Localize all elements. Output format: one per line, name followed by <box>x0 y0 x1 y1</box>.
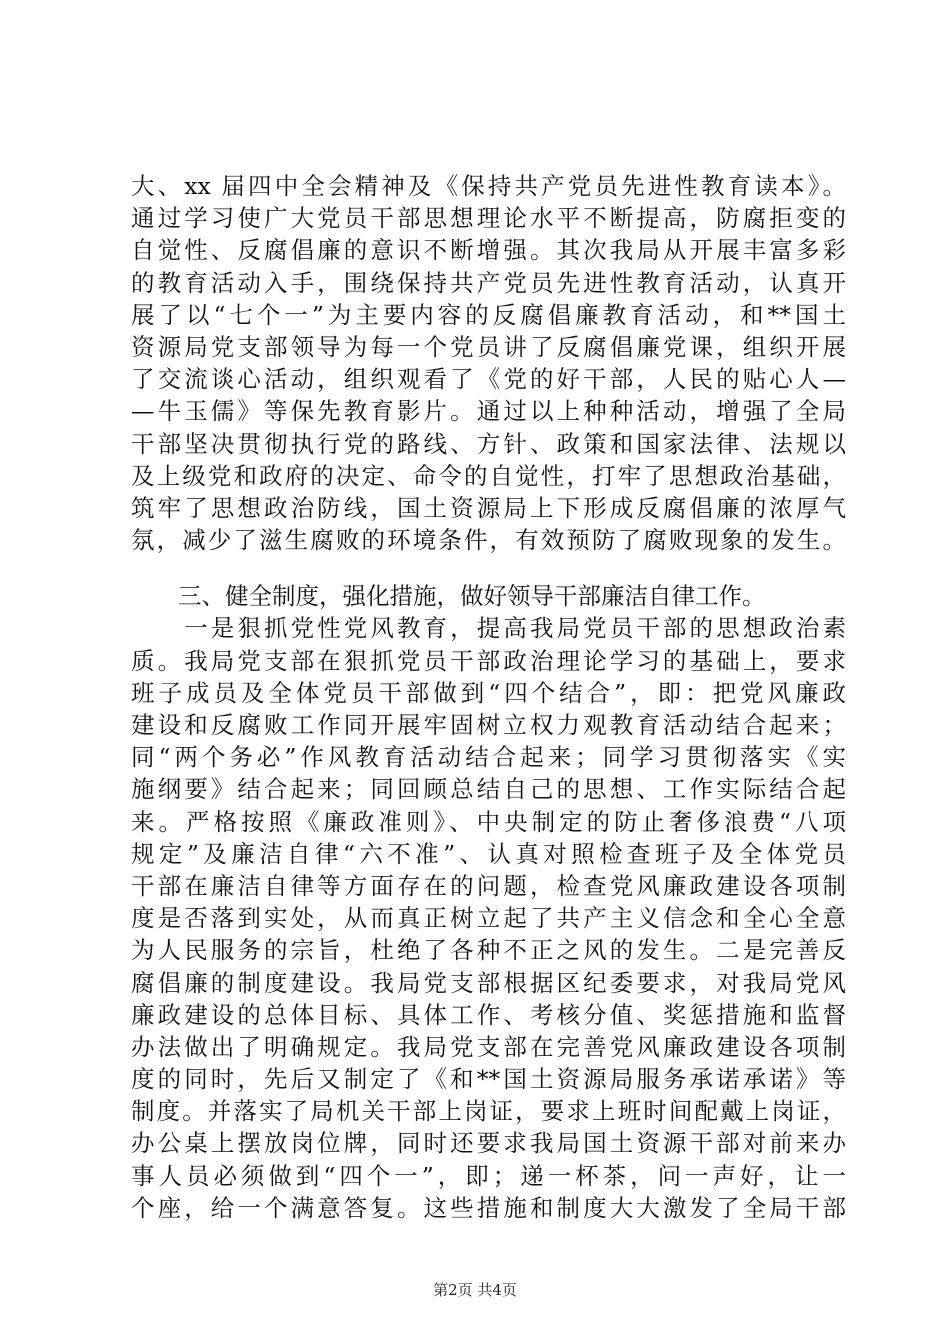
text-line: 及上级党和政府的决定、命令的自觉性，打牢了思想政治基础， <box>131 461 846 490</box>
page-footer: 第2页 共4页 <box>433 1281 517 1299</box>
text-line: 的教育活动入手，围绕保持共产党员先进性教育活动，认真开 <box>131 268 846 297</box>
section-heading: 三、健全制度，强化措施，做好领导干部廉洁自律工作。 <box>178 582 766 611</box>
text-line: 度是否落到实处，从而真正树立起了共产主义信念和全心全意 <box>131 904 846 933</box>
text-line: 办公桌上摆放岗位牌，同时还要求我局国土资源干部对前来办 <box>131 1129 846 1158</box>
text-line: 筑牢了思想政治防线，国土资源局上下形成反腐倡廉的浓厚气 <box>131 493 846 522</box>
text-line: 氛，减少了滋生腐败的环境条件，有效预防了腐败现象的发生。 <box>131 526 846 555</box>
text-line: 办法做出了明确规定。我局党支部在完善党风廉政建设各项制 <box>131 1032 846 1061</box>
text-line: 大、xx 届四中全会精神及《保持共产党员先进性教育读本》。 <box>131 172 846 200</box>
text-line: 个座，给一个满意答复。这些措施和制度大大激发了全局干部 <box>131 1193 846 1222</box>
text-line: 干部坚决贯彻执行党的路线、方针、政策和国家法律、法规以 <box>131 429 846 458</box>
document-body <box>131 170 846 1224</box>
text-line: 通过学习使广大党员干部思想理论水平不断提高，防腐拒变的 <box>131 204 846 233</box>
text-line: 展了以“七个一”为主要内容的反腐倡廉教育活动，和**国土 <box>131 300 846 329</box>
text-line: 同“两个务必”作风教育活动结合起来；同学习贯彻落实《实 <box>131 743 846 772</box>
text-line: 班子成员及全体党员干部做到“四个结合”，即：把党风廉政 <box>131 678 846 707</box>
text-line: 度的同时，先后又制定了《和**国土资源局服务承诺承诺》等 <box>131 1065 846 1094</box>
text-line: 了交流谈心活动，组织观看了《党的好干部，人民的贴心人— <box>131 365 846 394</box>
text-line: 来。严格按照《廉政准则》、中央制定的防止奢侈浪费“八项 <box>131 807 846 836</box>
paragraph-1 <box>131 170 846 556</box>
paragraph-gap <box>131 556 846 580</box>
text-line: 质。我局党支部在狠抓党员干部政治理论学习的基础上，要求 <box>131 646 846 675</box>
text-line: 为人民服务的宗旨，杜绝了各种不正之风的发生。二是完善反 <box>131 936 846 965</box>
text-line: 廉政建设的总体目标、具体工作、考核分值、奖惩措施和监督 <box>131 1000 846 1029</box>
text-line: 施纲要》结合起来；同回顾总结自己的思想、工作实际结合起 <box>131 775 846 804</box>
text-line: —牛玉儒》等保先教育影片。通过以上种种活动，增强了全局 <box>131 397 846 426</box>
text-line: 规定”及廉洁自律“六不准”、认真对照检查班子及全体党员 <box>131 839 846 868</box>
text-line: 一是狠抓党性党风教育，提高我局党员干部的思想政治素 <box>131 614 846 643</box>
text-line: 自觉性、反腐倡廉的意识不断增强。其次我局从开展丰富多彩 <box>131 236 846 265</box>
paragraph-2 <box>131 612 846 1224</box>
text-line: 建设和反腐败工作同开展牢固树立权力观教育活动结合起来； <box>131 711 846 739</box>
text-line: 资源局党支部领导为每一个党员讲了反腐倡廉党课，组织开展 <box>131 332 846 361</box>
text-line: 事人员必须做到“四个一”，即；递一杯茶，问一声好，让一 <box>131 1161 846 1190</box>
text-line: 干部在廉洁自律等方面存在的问题，检查党风廉政建设各项制 <box>131 871 846 900</box>
text-line: 制度。并落实了局机关干部上岗证，要求上班时间配戴上岗证， <box>131 1097 846 1126</box>
text-line: 腐倡廉的制度建设。我局党支部根据区纪委要求，对我局党风 <box>131 968 846 997</box>
